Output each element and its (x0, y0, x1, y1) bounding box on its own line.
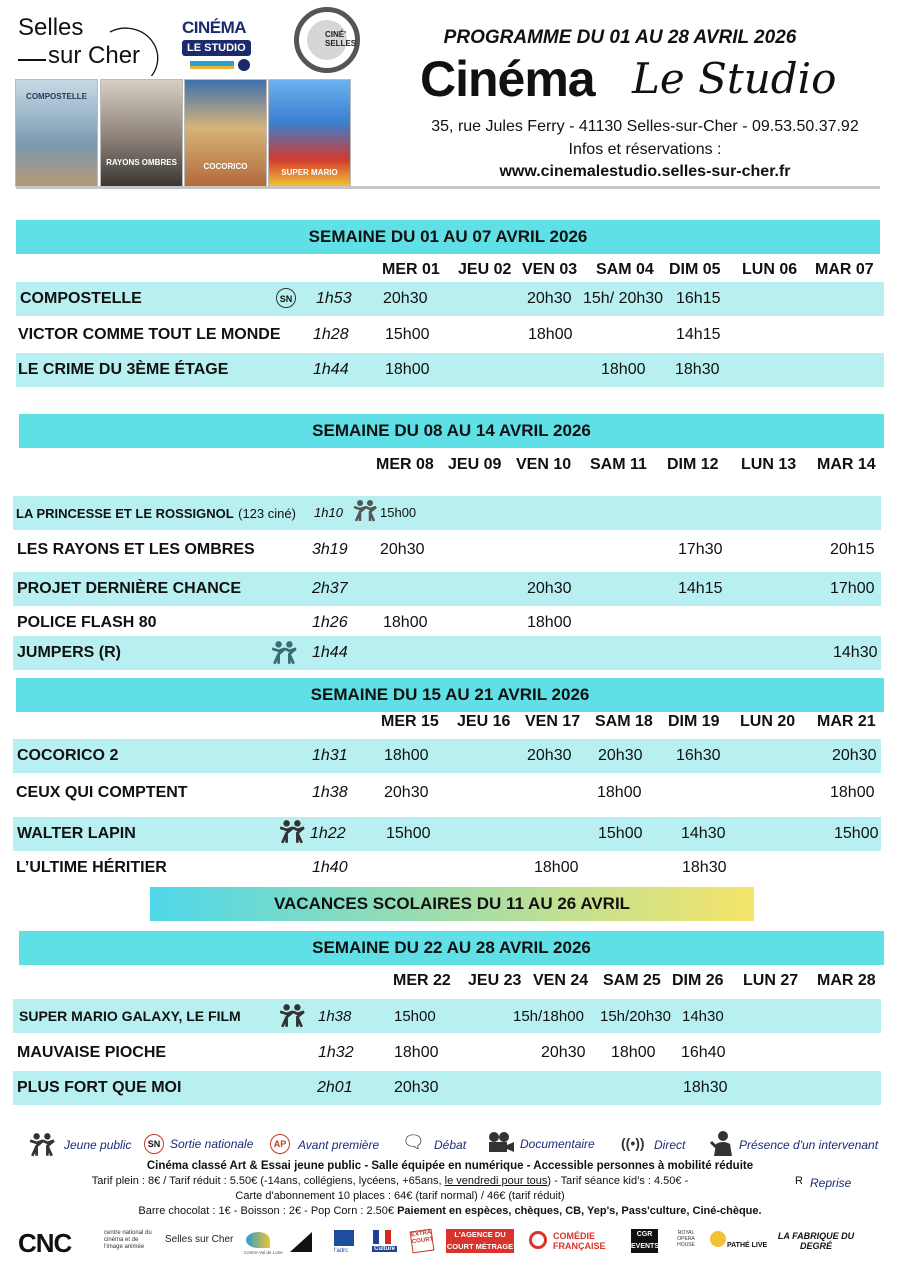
programme-title: PROGRAMME DU 01 AU 28 AVRIL 2026 (443, 27, 797, 48)
film-row (13, 739, 881, 773)
legend-reprise: Reprise (810, 1176, 852, 1190)
cinema-title: Cinéma (420, 51, 595, 107)
jeune-public-icon (28, 1132, 56, 1163)
showtime[interactable]: 15h00 (834, 825, 879, 842)
film-duration: 1h26 (312, 614, 348, 631)
poster-rayons-ombres[interactable]: RAYONS OMBRES (101, 80, 182, 186)
day-header: MER 08 (376, 456, 434, 473)
royal-opera-house-logo: ROYAL OPERA HOUSE (677, 1230, 695, 1248)
week-2-header: SEMAINE DU 08 AU 14 AVRIL 2026 (19, 414, 884, 448)
film-title[interactable]: SUPER MARIO GALAXY, LE FILM (19, 1008, 241, 1024)
day-header: MAR 28 (817, 972, 876, 989)
week-3-header: SEMAINE DU 15 AU 21 AVRIL 2026 (16, 678, 884, 712)
showtime[interactable]: 18h00 (383, 614, 428, 631)
film-duration: 1h44 (312, 644, 348, 661)
legend-avant-premiere: Avant première (298, 1138, 380, 1152)
film-subtitle: (123 ciné) (238, 506, 296, 521)
day-header: SAM 25 (603, 972, 661, 989)
day-header: DIM 05 (669, 261, 721, 278)
jeune-public-icon (278, 1003, 306, 1034)
day-header: VEN 17 (525, 713, 581, 730)
selles-sur-cher-logo: Selles sur Cher (18, 14, 168, 76)
legend-jeune-public: Jeune public (64, 1138, 132, 1152)
showtime[interactable]: 18h30 (675, 361, 720, 378)
pathe-live-logo: PATHÉ LIVE (727, 1242, 768, 1249)
day-header: MAR 07 (815, 261, 874, 278)
film-title[interactable]: L’ULTIME HÉRITIER (16, 859, 167, 876)
showtime[interactable]: 20h30 (541, 1044, 586, 1061)
day-header: VEN 03 (522, 261, 578, 278)
showtime[interactable]: 16h30 (676, 747, 721, 764)
showtime[interactable]: 20h15 (830, 541, 875, 558)
sortie-nationale-icon: SN (144, 1134, 164, 1154)
showtime[interactable]: 20h30 (527, 747, 572, 764)
film-title[interactable]: PROJET DERNIÈRE CHANCE (17, 580, 242, 597)
poster-compostelle[interactable]: COMPOSTELLE (16, 80, 97, 186)
showtime[interactable]: 20h30 (394, 1079, 439, 1096)
day-header: LUN 27 (743, 972, 799, 989)
comedie-francaise-mark (529, 1231, 547, 1249)
day-header: JEU 23 (468, 972, 522, 989)
legend-presence-intervenant: Présence d'un intervenant (739, 1138, 879, 1152)
website-link[interactable]: www.cinemalestudio.selles-sur-cher.fr (499, 163, 791, 180)
poster-super-mario[interactable]: SUPER MARIO (269, 80, 350, 186)
legend-direct: Direct (654, 1138, 686, 1152)
film-title[interactable]: LES RAYONS ET LES OMBRES (17, 541, 255, 558)
day-header: DIM 19 (668, 713, 720, 730)
showtime[interactable]: 15h/20h30 (600, 1008, 671, 1025)
showtime[interactable]: 14h15 (676, 326, 721, 343)
studio-script-title: Le Studio (632, 54, 837, 103)
showtime[interactable]: 20h30 (527, 580, 572, 597)
showtime[interactable]: 18h30 (683, 1079, 728, 1096)
film-title[interactable]: JUMPERS (R) (17, 644, 122, 661)
film-row (13, 817, 881, 851)
film-duration: 2h01 (317, 1079, 353, 1096)
legend-debat: Débat (434, 1138, 467, 1152)
showtime[interactable]: 20h30 (832, 747, 877, 764)
day-header: VEN 24 (533, 972, 589, 989)
cnc-logo: CNC (18, 1228, 72, 1258)
adrc-logo-mark (334, 1230, 354, 1246)
agence-court-metrage-logo: L'AGENCE DU COURT MÉTRAGE (446, 1230, 514, 1251)
showtime[interactable]: 15h00 (386, 825, 431, 842)
film-duration: 1h38 (312, 784, 348, 801)
film-duration: 1h32 (318, 1044, 354, 1061)
film-title-group[interactable] (16, 505, 296, 523)
jeune-public-icon (270, 640, 298, 671)
film-duration: 1h28 (313, 326, 349, 343)
day-header: MAR 14 (817, 456, 876, 473)
cinema-le-studio-logo: CINÉMA LE STUDIO (182, 18, 262, 70)
day-header: JEU 02 (458, 261, 512, 278)
culture-text: Culture (374, 1246, 395, 1252)
showtime[interactable]: 18h00 (611, 1044, 656, 1061)
showtime[interactable]: 15h/ 20h30 (583, 290, 664, 307)
showtime[interactable]: 17h00 (830, 580, 875, 597)
film-duration: 1h22 (310, 825, 346, 842)
film-row (13, 636, 881, 670)
showtime[interactable]: 18h00 (394, 1044, 439, 1061)
cine-selles-logo: CINÉ' SELLES (294, 7, 360, 73)
avant-premiere-icon: AP (270, 1134, 290, 1154)
day-header: MAR 21 (817, 713, 876, 730)
showtime[interactable]: 15h00 (385, 326, 430, 343)
day-header: DIM 12 (667, 456, 719, 473)
cgr-logo: CGR EVENTS (631, 1229, 658, 1253)
day-header: LUN 06 (742, 261, 798, 278)
partner-logo (290, 1232, 312, 1252)
fabrique-du-degre-logo: LA FABRIQUE DU DEGRÉ (777, 1231, 855, 1251)
showtime[interactable]: 18h00 (385, 361, 430, 378)
film-title[interactable]: PLUS FORT QUE MOI (17, 1079, 182, 1096)
week-1-header: SEMAINE DU 01 AU 07 AVRIL 2026 (16, 220, 880, 254)
comedie-francaise-logo: COMÉDIE FRANÇAISE (553, 1231, 606, 1251)
showtime[interactable]: 15h/18h00 (513, 1008, 584, 1025)
film-title[interactable]: VICTOR COMME TOUT LE MONDE (18, 326, 281, 343)
reprise-badge: R (795, 1175, 803, 1187)
showtime[interactable]: 20h30 (380, 541, 425, 558)
film-title[interactable]: POLICE FLASH 80 (17, 614, 157, 631)
showtime[interactable]: 14h15 (678, 580, 723, 597)
day-header: MER 01 (382, 261, 440, 278)
showtime[interactable]: 15h00 (394, 1008, 436, 1025)
info-line-2: Tarif plein : 8€ / Tarif réduit : 5.50€ (-14ans, collégiens, lycéens, +65ans, le vendredi pour tous) - Tarif séance kid’s : 4.50€ - (91, 1175, 689, 1187)
selles-footer-logo: Selles sur Cher (165, 1234, 234, 1245)
legend-documentaire: Documentaire (520, 1137, 595, 1151)
vacances-banner: VACANCES SCOLAIRES DU 11 AU 26 AVRIL (150, 887, 754, 921)
day-header: LUN 20 (740, 713, 796, 730)
showtime[interactable]: 14h30 (833, 644, 878, 661)
header-divider (16, 186, 880, 189)
film-title[interactable]: LE CRIME DU 3ÈME ÉTAGE (18, 361, 229, 378)
showtime[interactable]: 16h15 (676, 290, 721, 307)
address: 35, rue Jules Ferry - 41130 Selles-sur-Cher - 09.53.50.37.92 (431, 118, 859, 135)
showtime[interactable]: 16h40 (681, 1044, 726, 1061)
day-header: LUN 13 (741, 456, 797, 473)
film-duration: 1h53 (316, 290, 352, 307)
day-header: SAM 18 (595, 713, 653, 730)
showtime[interactable]: 18h30 (682, 859, 727, 876)
day-header: SAM 11 (590, 456, 647, 473)
pathe-live-mark (710, 1231, 726, 1247)
infos-label: Infos et réservations : (568, 141, 722, 158)
jeune-public-icon (352, 499, 378, 528)
sortie-nationale-icon: SN (276, 288, 296, 308)
showtime[interactable]: 15h00 (380, 505, 417, 520)
film-title[interactable]: CEUX QUI COMPTENT (16, 784, 188, 801)
region-text: Centre-Val de Loire (244, 1250, 283, 1255)
jeune-public-icon (278, 819, 306, 850)
film-duration: 1h38 (318, 1008, 352, 1025)
cnc-text: centre national du cinéma et de l'image animée (104, 1230, 152, 1250)
legend-sortie-nationale: Sortie nationale (170, 1137, 254, 1151)
showtime[interactable]: 15h00 (598, 825, 643, 842)
showtime[interactable]: 17h30 (678, 541, 723, 558)
info-line-1: Cinéma classé Art & Essai jeune public - Salle équipée en numérique - Accessible personnes à mobilité réduite (146, 1160, 754, 1172)
showtime[interactable]: 20h30 (598, 747, 643, 764)
extra-court-logo: EXTRA COURT (410, 1229, 435, 1254)
week-4-header: SEMAINE DU 22 AU 28 AVRIL 2026 (19, 931, 884, 965)
film-title[interactable]: MAUVAISE PIOCHE (17, 1044, 167, 1061)
film-row (16, 282, 884, 316)
info-line-3: Carte d'abonnement 10 places : 64€ (tarif normal) / 46€ (tarif réduit) (235, 1190, 565, 1202)
day-header: JEU 09 (448, 456, 502, 473)
showtime[interactable]: 14h30 (682, 1008, 724, 1025)
day-header: DIM 26 (672, 972, 724, 989)
showtime[interactable]: 14h30 (681, 825, 726, 842)
film-duration: 1h40 (312, 859, 348, 876)
film-title[interactable]: COMPOSTELLE (20, 290, 142, 307)
adrc-text: l'adrc (334, 1248, 349, 1254)
ministere-culture-flag (373, 1230, 391, 1244)
intervenant-icon (708, 1130, 734, 1161)
film-duration: 2h37 (312, 580, 348, 597)
showtime[interactable]: 18h00 (534, 859, 579, 876)
showtime[interactable]: 20h30 (384, 784, 429, 801)
poster-cocorico[interactable]: COCORICO (185, 80, 266, 186)
film-title[interactable]: COCORICO 2 (17, 747, 119, 764)
showtime[interactable]: 18h00 (601, 361, 646, 378)
film-duration: 1h10 (314, 505, 343, 520)
film-title[interactable]: WALTER LAPIN (17, 825, 136, 842)
showtime[interactable]: 18h00 (597, 784, 642, 801)
film-duration: 1h31 (312, 747, 348, 764)
day-header: JEU 16 (457, 713, 511, 730)
documentaire-icon (487, 1131, 515, 1158)
day-header: VEN 10 (516, 456, 572, 473)
info-line-4: Barre chocolat : 1€ - Boisson : 2€ - Pop Corn : 2.50€ Paiement en espèces, chèques, CB, Yep's, Pass'culture, Ciné-chèque. (138, 1205, 762, 1217)
day-header: MER 15 (381, 713, 439, 730)
showtime[interactable]: 18h00 (527, 614, 572, 631)
region-heart-logo (246, 1232, 270, 1248)
showtime[interactable]: 18h00 (384, 747, 429, 764)
showtime[interactable]: 20h30 (383, 290, 428, 307)
showtime[interactable]: 18h00 (528, 326, 573, 343)
film-duration: 1h44 (313, 361, 349, 378)
film-duration: 3h19 (312, 541, 348, 558)
day-header: MER 22 (393, 972, 451, 989)
showtime[interactable]: 20h30 (527, 290, 572, 307)
day-header: SAM 04 (596, 261, 654, 278)
debat-icon: 🗨 (402, 1132, 425, 1152)
direct-icon: ((•)) (621, 1135, 645, 1151)
film-title[interactable]: LA PRINCESSE ET LE ROSSIGNOL (16, 506, 234, 521)
showtime[interactable]: 18h00 (830, 784, 875, 801)
